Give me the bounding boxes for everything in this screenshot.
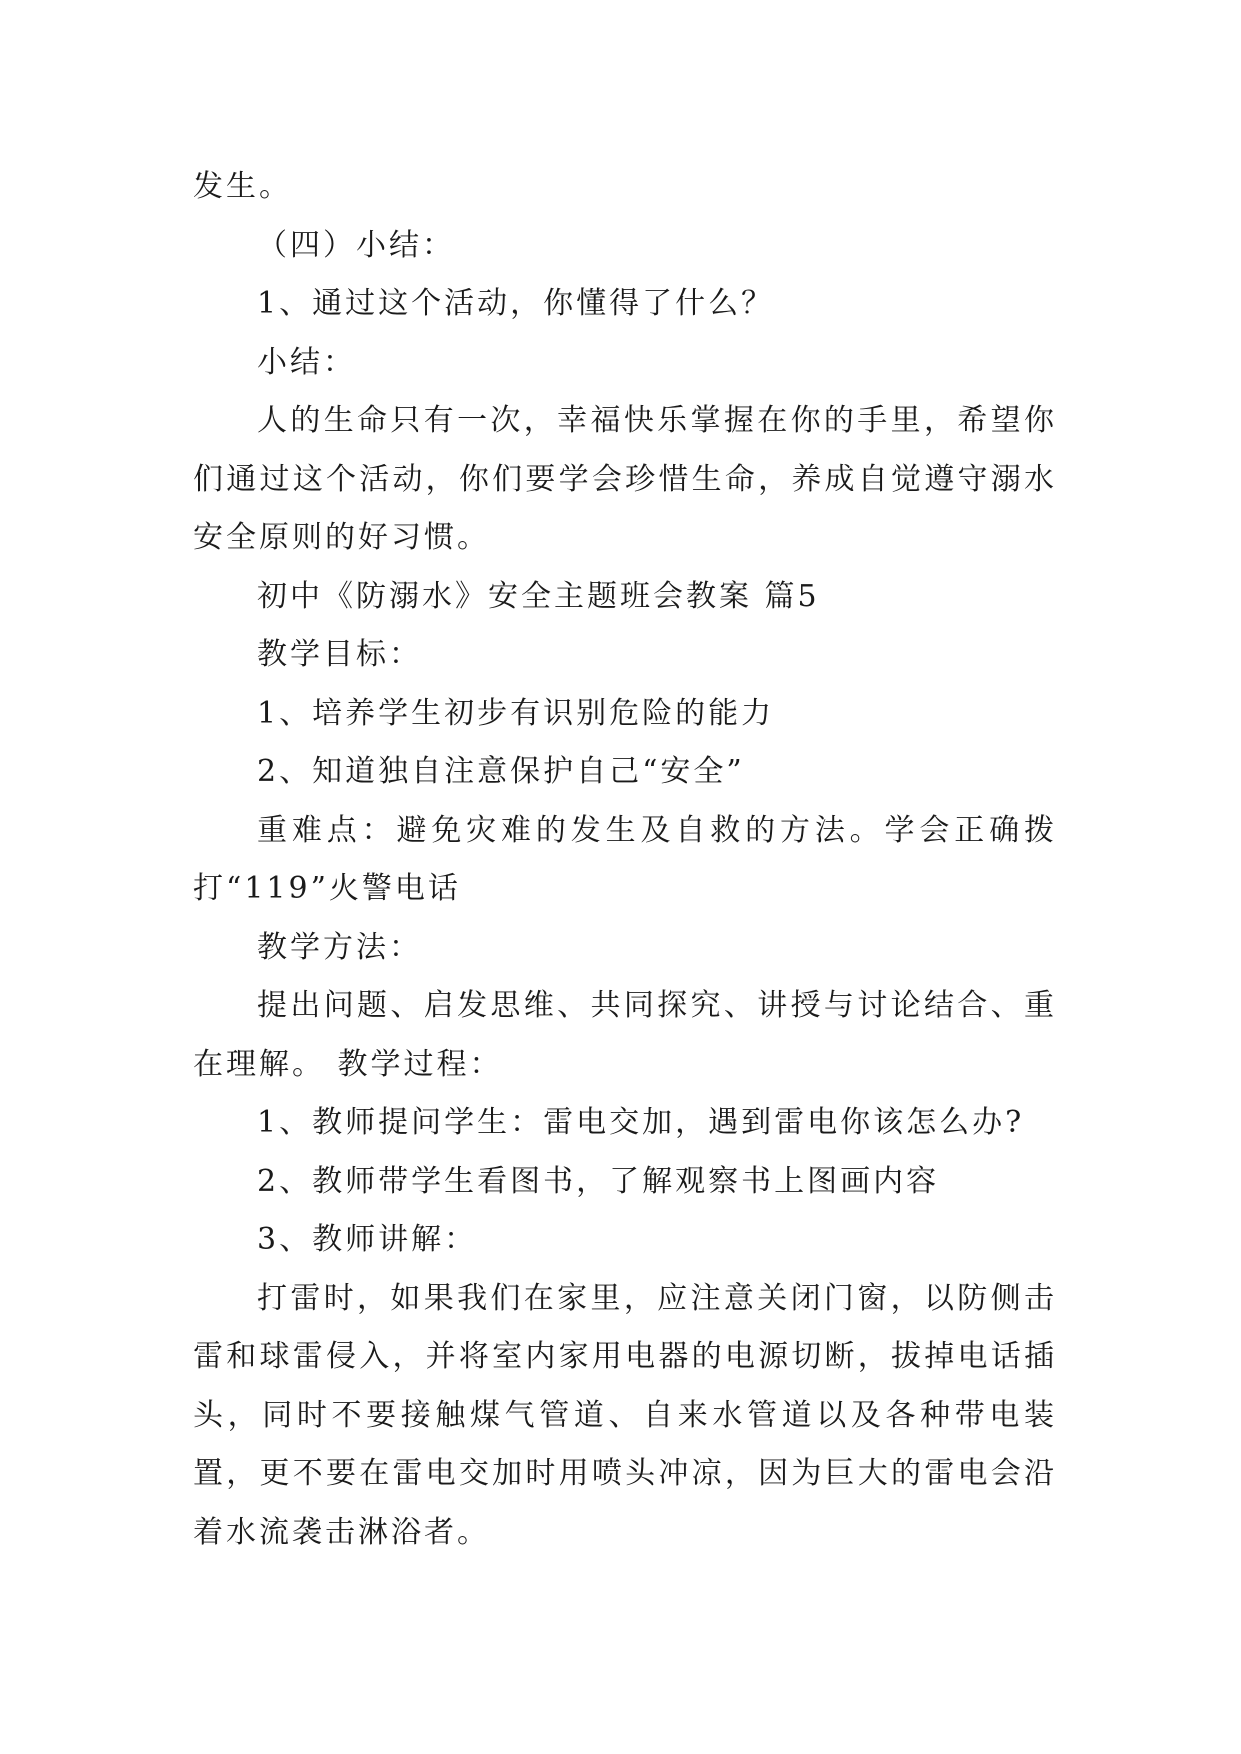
- objectives-label: 教学目标：: [257, 637, 422, 672]
- methods-paragraph: 提出问题、启发思维、共同探究、讲授与讨论结合、重在理解。 教学过程：: [193, 988, 1057, 1082]
- document-body: [193, 158, 1057, 1562]
- process-step: 3、教师讲解：: [257, 1222, 478, 1257]
- question-item: 1、通过这个活动，你懂得了什么？: [257, 286, 775, 321]
- process-step: 2、教师带学生看图书，了解观察书上图画内容: [257, 1163, 940, 1199]
- objective-item: 1、培养学生初步有识别危险的能力: [257, 695, 775, 731]
- process-step: 1、教师提问学生：雷电交加，遇到雷电你该怎么办?: [257, 1105, 1025, 1140]
- explanation-paragraph: 打雷时，如果我们在家里，应注意关闭门窗，以防侧击雷和球雷侵入，并将室内家用电器的电源切断，拔掉电话插头，同时不要接触煤气管道、自来水管道以及各种带电装置，更不要在雷电交加时用喷头冲凉，因为巨大的雷电会沿着水流袭击淋浴者。: [193, 1280, 1057, 1550]
- methods-label: 教学方法：: [257, 929, 422, 965]
- key-points-paragraph: 重难点：避免灾难的发生及自救的方法。学会正确拨打“119”火警电话: [193, 812, 1057, 906]
- summary-label: 小结：: [257, 344, 356, 380]
- lesson-title: 初中《防溺水》安全主题班会教案 篇5: [257, 578, 820, 614]
- objective-item: 2、知道独自注意保护自己“安全”: [257, 754, 745, 789]
- paragraph-continuation: 发生。: [193, 169, 292, 204]
- summary-paragraph: 人的生命只有一次，幸福快乐掌握在你的手里，希望你们通过这个活动，你们要学会珍惜生命，养成自觉遵守溺水安全原则的好习惯。: [193, 403, 1057, 555]
- section-heading-summary: （四）小结：: [257, 227, 455, 263]
